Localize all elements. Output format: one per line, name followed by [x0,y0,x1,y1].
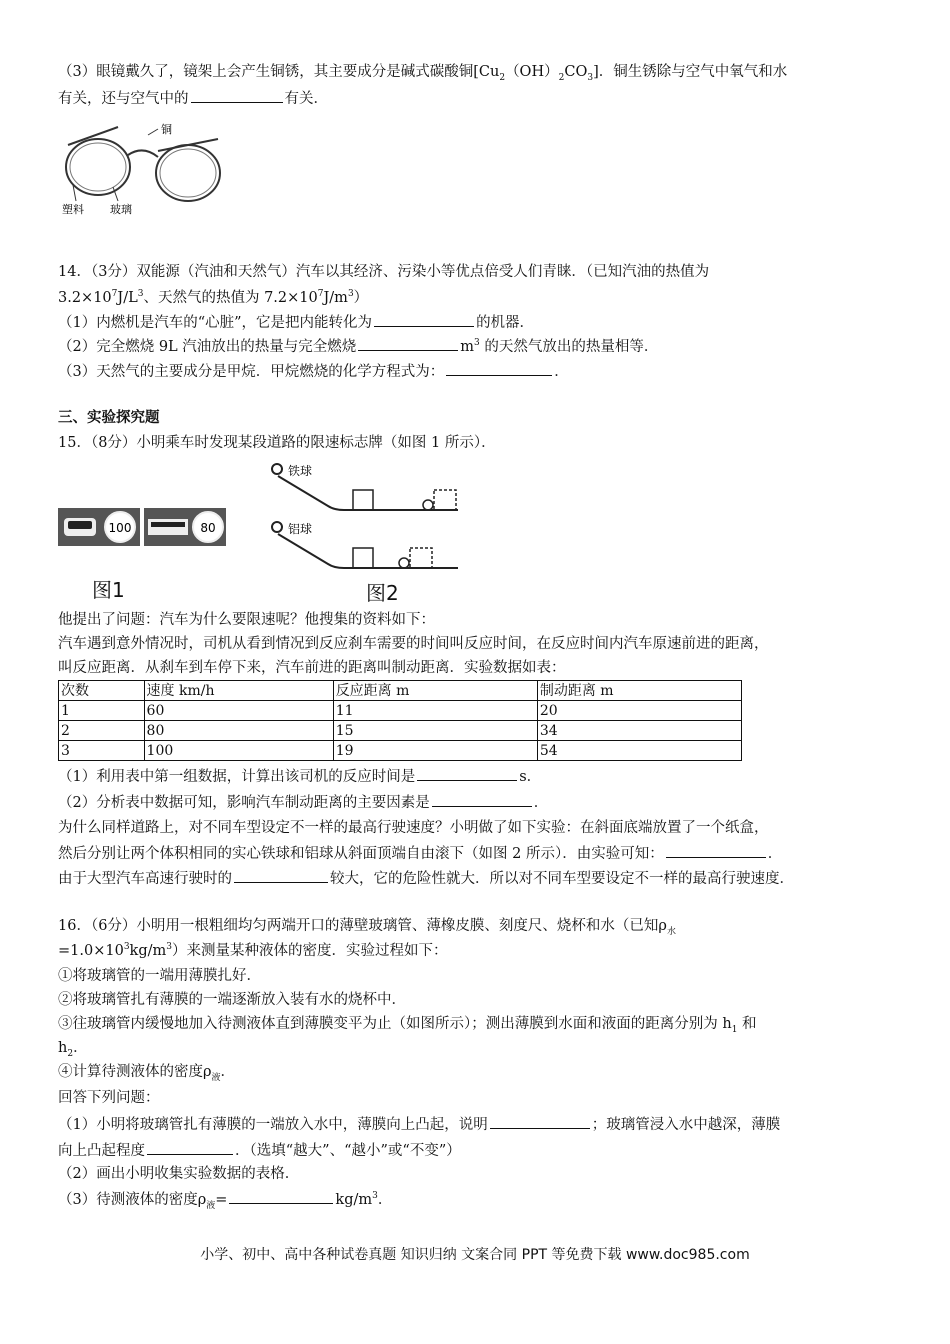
section-title: 三、实验探究题 [58,409,160,426]
q14-sub1: （1）内燃机是汽车的“心脏”，它是把内能转化为 的机器． [58,312,534,333]
table-row [59,741,742,761]
table-header-cell: 速度 km/h [144,681,333,701]
fig1-label: 图1 [92,578,125,602]
answer-blank[interactable] [229,1189,333,1204]
q14-sub2: （2）完全燃烧 9L 汽油放出的热量与完全燃烧 $m^3$ 的天然气放出的热量相等． [58,336,658,357]
q16-line2: $=1.0\times 10^3kg/m^3$）来测量某种液体的密度．实验过程如下： [58,942,448,959]
speed-limit-signs-figure [58,505,228,550]
table-header-cell: 次数 [59,681,145,701]
glasses-figure [58,115,228,230]
q16-sub1-line1: （1）小明将玻璃管扎有薄膜的一端放入水中，薄膜向上凸起，说明 ；玻璃管浸入水中越深，薄膜 [58,1114,780,1135]
table-cell: 2 [59,721,145,741]
q15-para3-line3: 由于大型汽车高速行驶时的 较大，它的危险性就大．所以对不同车型要设定不一样的最高行驶速度． [58,868,794,889]
table-cell: 3 [59,741,145,761]
answer-blank[interactable] [432,792,532,807]
answer-blank[interactable] [358,336,458,351]
q16-step1: ①将玻璃管的一端用薄膜扎好． [58,968,261,984]
incline-experiment-figure [268,460,468,575]
answer-blank[interactable] [374,312,474,327]
q15-para1: 他提出了问题：汽车为什么要限速呢？他搜集的资料如下： [58,612,435,628]
q15-para3-line2: 然后分别让两个体积相同的实心铁球和铝球从斜面顶端自由滚下（如图 2 所示）．由实验可知： ． [58,843,782,864]
table-cell: 100 [144,741,333,761]
q15-intro: 15．（8分）小明乘车时发现某段道路的限速标志牌（如图 1 所示）． [58,435,496,451]
sign-car-speed: 100 [108,521,132,535]
table-cell: 20 [537,701,741,721]
q16-step2: ②将玻璃管扎有薄膜的一端逐渐放入装有水的烧杯中． [58,992,406,1008]
q16-answer-intro: 回答下列问题： [58,1090,160,1106]
table-cell: 54 [537,741,741,761]
q13-part3-line1: （3）眼镜戴久了，镜架上会产生铜锈，其主要成分是碱式碳酸铜$[Cu_2(OH)_2CO_3]$．铜生锈除与空气中氧气和水 [58,64,788,83]
label-copper: 铜 [161,123,172,136]
table-cell: 34 [537,721,741,741]
q16-line1: 16．（6分）小明用一根粗细均匀两端开口的薄壁玻璃管、薄橡皮膜、刻度尺、烧杯和水（已知$\rho_水$ [58,918,676,937]
q15-sub2: （2）分析表中数据可知，影响汽车制动距离的主要因素是 ． [58,792,548,813]
fig2-label: 图2 [366,581,399,605]
table-header-cell: 反应距离 m [333,681,537,701]
page-footer: 小学、初中、高中各种试卷真题 知识归纳 文案合同 PPT 等免费下载 www.doc985.com [200,1247,750,1263]
q16-sub2: （2）画出小明收集实验数据的表格． [58,1166,300,1182]
table-cell: 11 [333,701,537,721]
q14-intro-line2: $3.2\times 10^7J/L^3$、天然气的热值为 $7.2\times 10^7J/m^3$） [58,289,369,306]
table-cell: 1 [59,701,145,721]
q15-para3-line1: 为什么同样道路上，对不同车型设定不一样的最高行驶速度？小明做了如下实验：在斜面底端放置了一个纸盒， [58,820,769,836]
table-cell: 15 [333,721,537,741]
q16-step4: ④计算待测液体的密度$\rho_液$． [58,1064,236,1083]
table-row [59,721,742,741]
table-cell: 19 [333,741,537,761]
table-cell: 60 [144,701,333,721]
label-plastic: 塑料 [62,203,84,216]
q15-para2-line1: 汽车遇到意外情况时，司机从看到情况到反应刹车需要的时间叫反应时间，在反应时间内汽车原速前进的距离， [58,636,769,652]
label-iron-ball: 铁球 [288,464,313,478]
q14-intro-line1: 14．（3分）双能源（汽油和天然气）汽车以其经济、污染小等优点倍受人们青睐．（已知汽油的热值为 [58,264,710,280]
q16-sub3: （3）待测液体的密度$\rho_液= kg/m^3$． [58,1189,392,1210]
label-aluminum-ball: 铝球 [288,522,313,536]
q14-sub3: （3）天然气的主要成分是甲烷．甲烷燃烧的化学方程式为： ． [58,361,569,382]
data-table [58,680,742,761]
label-glass: 玻璃 [110,203,132,216]
table-cell: 80 [144,721,333,741]
answer-blank[interactable] [666,843,766,858]
answer-blank[interactable] [490,1114,590,1129]
table-header-cell: 制动距离 m [537,681,741,701]
table-row [59,701,742,721]
answer-blank[interactable] [446,361,552,376]
q16-step3-line2: $h_2$． [58,1040,88,1059]
q13-part3-line2: 有关，还与空气中的 有关． [58,88,328,109]
q15-para2-line2: 叫反应距离．从刹车到车停下来，汽车前进的距离叫制动距离．实验数据如表： [58,660,566,676]
answer-blank[interactable] [147,1140,233,1155]
answer-blank[interactable] [191,88,283,103]
answer-blank[interactable] [417,766,517,781]
q15-sub1: （1）利用表中第一组数据，计算出该司机的反应时间是 s． [58,766,541,787]
table-header-row [59,681,742,701]
q16-step3-line1: ③往玻璃管内缓慢地加入待测液体直到薄膜变平为止（如图所示）；测出薄膜到水面和液面的距离分别为 $h_1$ 和 [58,1016,757,1035]
answer-blank[interactable] [234,868,328,883]
sign-bus-speed: 80 [200,521,216,535]
q16-sub1-line2: 向上凸起程度 ．（选填“越大”、“越小”或“不变”） [58,1140,461,1161]
